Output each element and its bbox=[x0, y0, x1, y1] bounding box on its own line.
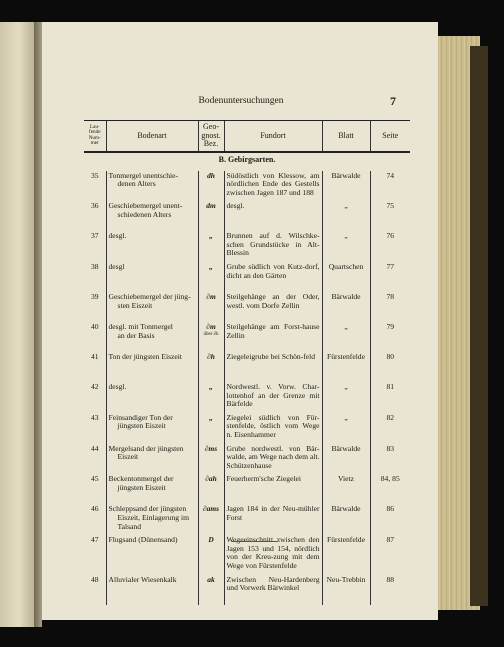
page-number: 7 bbox=[390, 94, 396, 108]
find-location: desgl. bbox=[224, 201, 322, 231]
page-ref: 76 bbox=[370, 231, 410, 262]
map-sheet: „ bbox=[322, 231, 370, 262]
table-row bbox=[84, 292, 410, 322]
map-sheet: Bärwalde bbox=[322, 171, 370, 202]
geognostic-symbol bbox=[198, 262, 224, 292]
soil-type bbox=[106, 292, 198, 322]
geognostic-symbol bbox=[198, 474, 224, 504]
map-sheet: Bärwalde bbox=[322, 504, 370, 535]
soil-type bbox=[106, 413, 198, 444]
page-ref: 83 bbox=[370, 444, 410, 475]
book-gutter bbox=[34, 22, 42, 627]
page-ref: 75 bbox=[370, 201, 410, 231]
symbol-main: ∂h bbox=[207, 352, 215, 362]
map-sheet: „ bbox=[322, 322, 370, 352]
find-location: Wegeeinschnitt zwischen den Jagen 153 und 154, nördlich von der Kreu-zung mit dem Wege von Fürstenfelde bbox=[224, 535, 322, 574]
soil-type-line2: denen Alters bbox=[117, 179, 156, 189]
page-ref: 80 bbox=[370, 352, 410, 382]
table-row bbox=[84, 382, 410, 413]
soil-type-line2: schiedenen Alters bbox=[117, 209, 172, 219]
find-location: Steilgehänge an der Oder, westl. vom Dorfe Zellin bbox=[224, 292, 322, 322]
section-title: B. Gebirgsarten. bbox=[218, 154, 276, 164]
find-location: Steilgehänge am Forst-hause Zellin bbox=[224, 322, 322, 352]
table-body bbox=[84, 152, 410, 605]
symbol-main: ∂ah bbox=[205, 474, 217, 484]
page-ref: 78 bbox=[370, 292, 410, 322]
find-location: Brunnen auf d. Wilschke-schen Grundstücke in Alt-Blessin bbox=[224, 231, 322, 262]
page-ref: 88 bbox=[370, 575, 410, 605]
geognostic-symbol bbox=[198, 575, 224, 605]
table-row bbox=[84, 575, 410, 605]
table-row bbox=[84, 413, 410, 444]
symbol-main: ∂ms bbox=[204, 443, 218, 453]
soil-type-line2: jüngsten Eiszeit bbox=[117, 421, 166, 431]
soil-type-line1: Feinsandiger Ton der bbox=[108, 412, 173, 422]
soil-analysis-table bbox=[84, 120, 410, 605]
row-number: 45 bbox=[90, 474, 99, 484]
map-sheet: Bärwalde bbox=[322, 444, 370, 475]
soil-type bbox=[106, 444, 198, 475]
table-row bbox=[84, 504, 410, 535]
page-header bbox=[86, 96, 396, 112]
geognostic-symbol bbox=[198, 444, 224, 475]
symbol-main: D bbox=[208, 535, 214, 545]
find-location: Südöstlich von Klessow, am nördlichen Ende des Gestells zwischen Jagen 187 und 188 bbox=[224, 171, 322, 202]
table-row bbox=[84, 262, 410, 292]
table-header bbox=[84, 121, 410, 152]
soil-type-line1: desgl. bbox=[108, 231, 127, 241]
soil-type bbox=[106, 575, 198, 605]
find-location: Nordwestl. v. Vorw. Char-lottenhof an der Grenze mit Bärfelde bbox=[224, 382, 322, 413]
soil-type-line1: Ton der jüngsten Eiszeit bbox=[108, 352, 182, 362]
find-location: Grube nordwestl. von Bär-walde, am Wege nach dem alt. Schützenhause bbox=[224, 444, 322, 475]
soil-type-line2: an der Basis bbox=[117, 330, 155, 340]
symbol-main: ∂m bbox=[206, 292, 216, 302]
row-number: 36 bbox=[90, 201, 99, 211]
symbol-main: „ bbox=[209, 412, 213, 422]
soil-type-line1: Schleppsand der jüngsten bbox=[108, 504, 187, 514]
soil-type bbox=[106, 535, 198, 574]
row-number: 42 bbox=[90, 382, 99, 392]
soil-type-line1: Beckentonmergel der bbox=[108, 474, 174, 484]
soil-type-line1: Mergelsand der jüngsten bbox=[108, 443, 184, 453]
symbol-main: dm bbox=[206, 201, 216, 211]
section-row bbox=[84, 152, 410, 171]
symbol-main: dh bbox=[207, 170, 215, 180]
soil-type-line1: Alluvialer Wiesenkalk bbox=[108, 574, 177, 584]
row-number: 40 bbox=[90, 322, 99, 332]
map-sheet: „ bbox=[322, 413, 370, 444]
page-ref: 87 bbox=[370, 535, 410, 574]
soil-type-line1: Geschiebemergel unent- bbox=[108, 201, 183, 211]
soil-type-line1: desgl. mit Tonmergel bbox=[108, 322, 173, 332]
map-sheet: Fürstenfelde bbox=[322, 352, 370, 382]
symbol-main: ∂ams bbox=[203, 504, 219, 514]
row-number: 37 bbox=[90, 231, 99, 241]
map-sheet: „ bbox=[322, 201, 370, 231]
symbol-main: ∂m bbox=[206, 322, 216, 332]
geognostic-symbol bbox=[198, 352, 224, 382]
row-number: 46 bbox=[90, 504, 99, 514]
soil-type bbox=[106, 352, 198, 382]
geognostic-symbol bbox=[198, 504, 224, 535]
table-row bbox=[84, 444, 410, 475]
soil-type bbox=[106, 231, 198, 262]
map-sheet: Vietz bbox=[322, 474, 370, 504]
page-ref: 82 bbox=[370, 413, 410, 444]
find-location: Feuerherm'sche Ziegelei bbox=[224, 474, 322, 504]
row-number: 43 bbox=[90, 412, 99, 422]
page-ref: 84, 85 bbox=[370, 474, 410, 504]
geognostic-symbol bbox=[198, 382, 224, 413]
page-ref: 77 bbox=[370, 262, 410, 292]
find-location: Grube südlich von Kutz-dorf, dicht an den Gärten bbox=[224, 262, 322, 292]
map-sheet: „ bbox=[322, 382, 370, 413]
soil-type bbox=[106, 201, 198, 231]
table-row bbox=[84, 171, 410, 202]
row-number: 44 bbox=[90, 443, 99, 453]
find-location: Jagen 184 in der Neu-mühler Forst bbox=[224, 504, 322, 535]
soil-type bbox=[106, 262, 198, 292]
soil-type-line1: desgl. bbox=[108, 382, 127, 392]
symbol-sub: über ∂h bbox=[203, 331, 219, 337]
soil-type-line1: Geschiebemergel der jüng- bbox=[108, 292, 191, 302]
symbol-main: ak bbox=[207, 574, 215, 584]
table-row bbox=[84, 231, 410, 262]
soil-type-line2: Eiszeit, Einlagerung im Talsand bbox=[117, 513, 189, 531]
page-ref: 74 bbox=[370, 171, 410, 202]
geognostic-symbol bbox=[198, 201, 224, 231]
map-sheet: Neu-Trebbin bbox=[322, 575, 370, 605]
page-ref: 79 bbox=[370, 322, 410, 352]
table-row bbox=[84, 352, 410, 382]
soil-type bbox=[106, 171, 198, 202]
find-location: Ziegelei südlich von Für-stenfelde, östlich vom Wege n. Eisenhammer bbox=[224, 413, 322, 444]
geognostic-symbol bbox=[198, 231, 224, 262]
row-number: 35 bbox=[90, 170, 99, 180]
soil-type bbox=[106, 474, 198, 504]
symbol-main: „ bbox=[209, 382, 213, 392]
table-row bbox=[84, 322, 410, 352]
running-head: Bodenuntersuchungen bbox=[198, 96, 284, 106]
table-row bbox=[84, 474, 410, 504]
geognostic-symbol bbox=[198, 322, 224, 352]
soil-type-line2: sten Eiszeit bbox=[117, 300, 153, 310]
geognostic-symbol bbox=[198, 413, 224, 444]
find-location: Ziegeleigrube bei Schön-feld bbox=[224, 352, 322, 382]
geognostic-symbol bbox=[198, 171, 224, 202]
soil-type-line1: Tonmergel unentschie- bbox=[108, 170, 179, 180]
find-location: Zwischen Neu-Hardenberg und Vorwerk Bärwinkel bbox=[224, 575, 322, 605]
geognostic-symbol bbox=[198, 535, 224, 574]
col-header-nummer: Lau-fende Num-mer bbox=[84, 121, 106, 152]
soil-type bbox=[106, 504, 198, 535]
row-number: 48 bbox=[90, 574, 99, 584]
col-header-fundort: Fundort bbox=[224, 121, 322, 152]
page-ref: 81 bbox=[370, 382, 410, 413]
soil-type bbox=[106, 382, 198, 413]
col-header-geognost: Geo-gnost. Bez. bbox=[198, 121, 224, 152]
map-sheet: Fürstenfelde bbox=[322, 535, 370, 574]
soil-type-line1: Flugsand (Dünensand) bbox=[108, 535, 178, 545]
geognostic-symbol bbox=[198, 292, 224, 322]
book-page bbox=[42, 22, 438, 620]
row-number: 39 bbox=[90, 292, 99, 302]
map-sheet: Quartschen bbox=[322, 262, 370, 292]
col-header-seite: Seite bbox=[370, 121, 410, 152]
col-header-blatt: Blatt bbox=[322, 121, 370, 152]
row-number: 38 bbox=[90, 262, 99, 272]
symbol-main: „ bbox=[209, 231, 213, 241]
map-sheet: Bärwalde bbox=[322, 292, 370, 322]
page-ref: 86 bbox=[370, 504, 410, 535]
end-rule bbox=[232, 541, 278, 542]
soil-type-line2: jüngsten Eiszeit bbox=[117, 483, 166, 492]
soil-type-line1: desgl bbox=[108, 262, 125, 272]
facing-page-edge bbox=[0, 22, 34, 627]
book-cover-shadow bbox=[470, 46, 488, 606]
row-number: 41 bbox=[90, 352, 99, 362]
soil-type-line2: Eiszeit bbox=[117, 452, 139, 462]
symbol-main: „ bbox=[209, 262, 213, 272]
col-header-bodenart: Bodenart bbox=[106, 121, 198, 152]
row-number: 47 bbox=[90, 535, 99, 545]
table-row bbox=[84, 201, 410, 231]
soil-type bbox=[106, 322, 198, 352]
